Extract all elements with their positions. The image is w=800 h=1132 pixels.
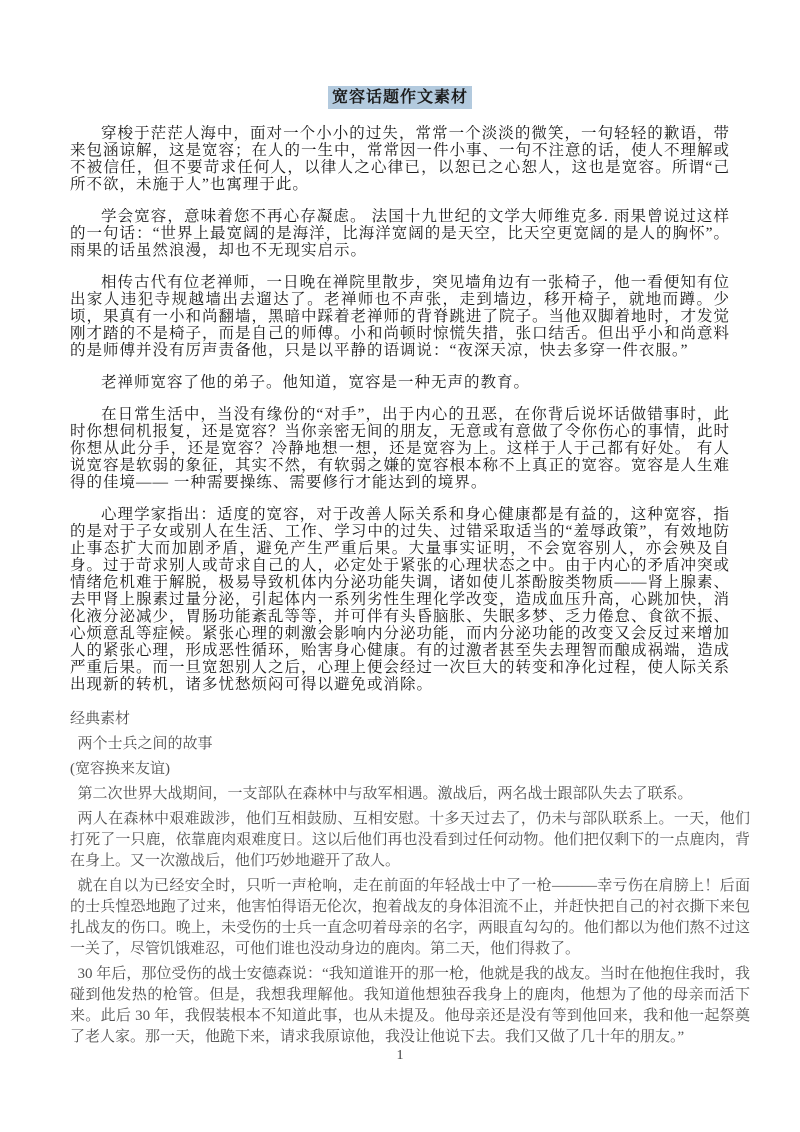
classic-materials-section [70, 709, 750, 1048]
story-paragraph: 第二次世界大战期间，一支部队在森林中与敌军相遇。激战后，两名战士跟部队失去了联系。 [77, 786, 693, 802]
paragraph: 学会宽容，意味着您不再心存凝虑。 法国十九世纪的文学大师维克多. 雨果曾说过这样的一句话：“世界上最宽阔的是海洋，比海洋宽阔的是天空，比天空更宽阔的是人的胸怀”。雨果的话虽然浪漫，却也不无现实启示。 [70, 208, 730, 259]
paragraph: 相传古代有位老禅师，一日晚在禅院里散步，突见墙角边有一张椅子，他一看便知有位出家人违犯寺规越墙出去遛达了。老禅师也不声张，走到墙边，移开椅子，就地而蹲。少顷，果真有一小和尚翻墙，黑暗中踩着老禅师的背脊跳进了院子。当他双脚着地时，才发觉刚才踏的不是椅子，而是自己的师傅。小和尚顿时惊慌失措，张口结舌。但出乎小和尚意料的是师傅并没有厉声责备他，只是以平静的语调说：“夜深天凉，快去多穿一件衣服。” [70, 274, 731, 359]
story-note: (宽容换来友谊) [70, 761, 170, 777]
section-heading: 经典素材 [70, 711, 131, 727]
page-number: 1 [396, 1048, 404, 1063]
paragraph: 在日常生活中，当没有缘份的“对手”，出于内心的丑恶，在你背后说坏话做错事时，此时你想伺机报复，还是宽容？当你亲密无间的朋友，无意或有意做了令你伤心的事情，此时你想从此分手，还是宽容？冷静地想一想，还是宽容为上。这样于人于己都有好处。 有人说宽容是软弱的象征，其实不然，有软弱之嫌的宽容根本称不上真正的宽容。宽容是人生难得的佳境—— 一种需要操练、需要修行才能达到的境界。 [70, 406, 731, 491]
paragraph: 心理学家指出：适度的宽容，对于改善人际关系和身心健康都是有益的，这种宽容，指的是对于子女或别人在生活、工作、学习中的过失、过错采取适当的“羞辱政策”，有效地防止事态扩大而加剧矛盾，避免产生严重后果。大量事实证明，不会宽容别人，亦会殃及自身。过于苛求别人或苛求自己的人，必定处于紧张的心理状态之中。由于内心的矛盾冲突或情绪危机难于解脱，极易导致机体内分泌功能失调，诸如使儿茶酚胺类物质——肾上腺素、去甲肾上腺素过量分泌，引起体内一系列劣性生理化学改变，造成血压升高，心跳加快，消化液分泌减少，胃肠功能紊乱等等，并可伴有头昏脑胀、失眠多梦、乏力倦怠、食欲不振、心烦意乱等症候。紧张心理的刺激会影响内分泌功能，而内分泌功能的改变又会反过来增加人的紧张心理，形成恶性循环，贻害身心健康。有的过激者甚至失去理智而酿成祸端，造成严重后果。而一旦宽恕别人之后，心理上便会经过一次巨大的转变和净化过程，使人际关系出现新的转机，诸多忧愁烦闷可得以避免或消除。 [70, 506, 731, 693]
paragraph: 穿梭于茫茫人海中，面对一个小小的过失，常常一个淡淡的微笑，一句轻轻的歉语，带来包涵谅解，这是宽容；在人的一生中，常常因一件小事、一句不注意的话，使人不理解或不被信任，但不要苛求任何人，以律人之心律已，以恕已之心恕人，这也是宽容。所谓“己所不欲，未施于人”也寓理于此。 [70, 125, 731, 193]
story-paragraph: 30 年后，那位受伤的战士安德森说：“我知道谁开的那一枪，他就是我的战友。当时在他抱住我时，我碰到他发热的枪管。但是，我想我理解他。我知道他想独吞我身上的鹿肉，他想为了他的母亲而活下来。此后 30 年，我假装根本不知道此事，也从未提及。他母亲还是没有等到他回来，我和他一起祭奠了老人家。那一天，他跪下来，请求我原谅他，我没让他说下去。我们又做了几十年的朋友。” [70, 966, 750, 1045]
intro-section [70, 125, 730, 693]
story-paragraph: 两人在森林中艰难跋涉，他们互相鼓励、互相安慰。十多天过去了，仍未与部队联系上。一天，他们打死了一只鹿，依靠鹿肉艰难度日。这以后他们再也没看到过任何动物。他们把仅剩下的一点鹿肉，背在身上。又一次激战后，他们巧妙地避开了敌人。 [70, 811, 750, 869]
title-row [70, 0, 730, 109]
story-title: 两个士兵之间的故事 [77, 736, 213, 752]
story-paragraph: 就在自以为已经安全时，只听一声枪响，走在前面的年轻战士中了一枪———幸亏伤在肩膀上！后面的士兵惶恐地跑了过来，他害怕得语无伦次，抱着战友的身体泪流不止，并赶快把自己的衬衣撕下来包扎战友的伤口。晚上，未受伤的士兵一直念叨着母亲的名字，两眼直勾勾的。他们都以为他们熬不过这一关了，尽管饥饿难忍，可他们谁也没动身边的鹿肉。第二天，他们得救了。 [70, 878, 750, 957]
document-content [70, 0, 750, 1048]
page-title: 宽容话题作文素材 [328, 86, 472, 109]
paragraph: 老禅师宽容了他的弟子。他知道，宽容是一种无声的教育。 [101, 374, 531, 391]
